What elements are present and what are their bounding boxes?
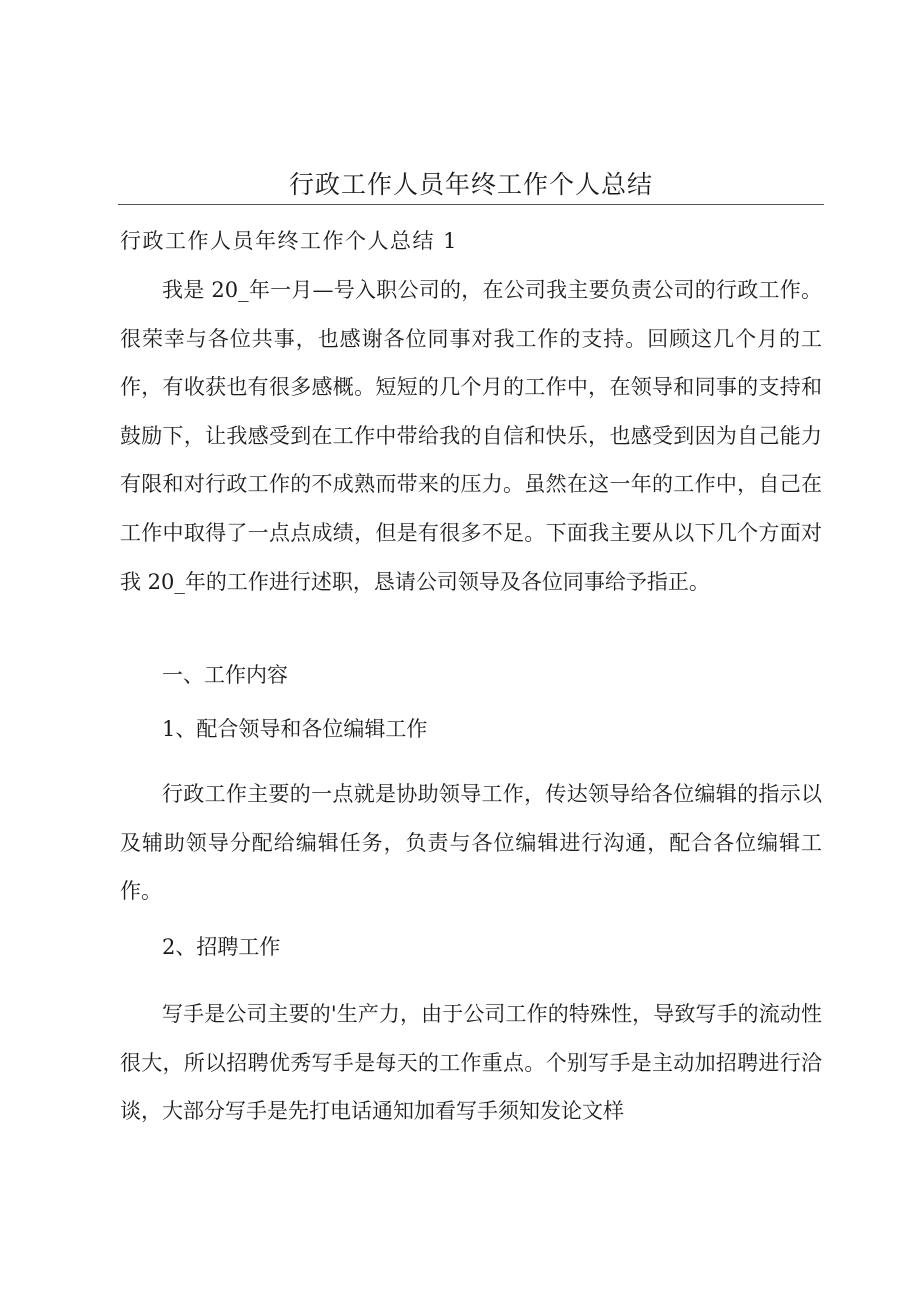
section-heading: 行政工作人员年终工作个人总结 1 [120, 229, 459, 253]
document-title: 行政工作人员年终工作个人总结 [288, 170, 653, 199]
item-1-heading: 1、配合领导和各位编辑工作 [162, 717, 428, 741]
item-2-paragraph: 写手是公司主要的'生产力，由于公司工作的特殊性，导致写手的流动性很大，所以招聘优秀写手是每天的工作重点。个别写手是主动加招聘进行洽谈，大部分写手是先打电话通知加看写手须知发论文样 [120, 1002, 822, 1124]
item-2-heading: 2、招聘工作 [162, 935, 281, 959]
intro-paragraph: 我是 20_年一月—号入职公司的，在公司我主要负责公司的行政工作。很荣幸与各位共事，也感谢各位同事对我工作的支持。回顾这几个月的工作，有收获也有很多感概。短短的几个月的工作中，在领导和同事的支持和鼓励下，让我感受到在工作中带给我的自信和快乐，也感受到因为自己能力有限和对行政工作的不成熟而带来的压力。虽然在这一年的工作中，自己在工作中取得了一点点成绩，但是有很多不足。下面我主要从以下几个方面对我 20_年的工作进行述职，恳请公司领导及各位同事给予指正。 [120, 278, 822, 594]
title-underline [118, 204, 824, 205]
work-content-heading: 一、工作内容 [162, 663, 288, 687]
item-1-paragraph: 行政工作主要的一点就是协助领导工作，传达领导给各位编辑的指示以及辅助领导分配给编辑任务，负责与各位编辑进行沟通，配合各位编辑工作。 [120, 782, 822, 904]
